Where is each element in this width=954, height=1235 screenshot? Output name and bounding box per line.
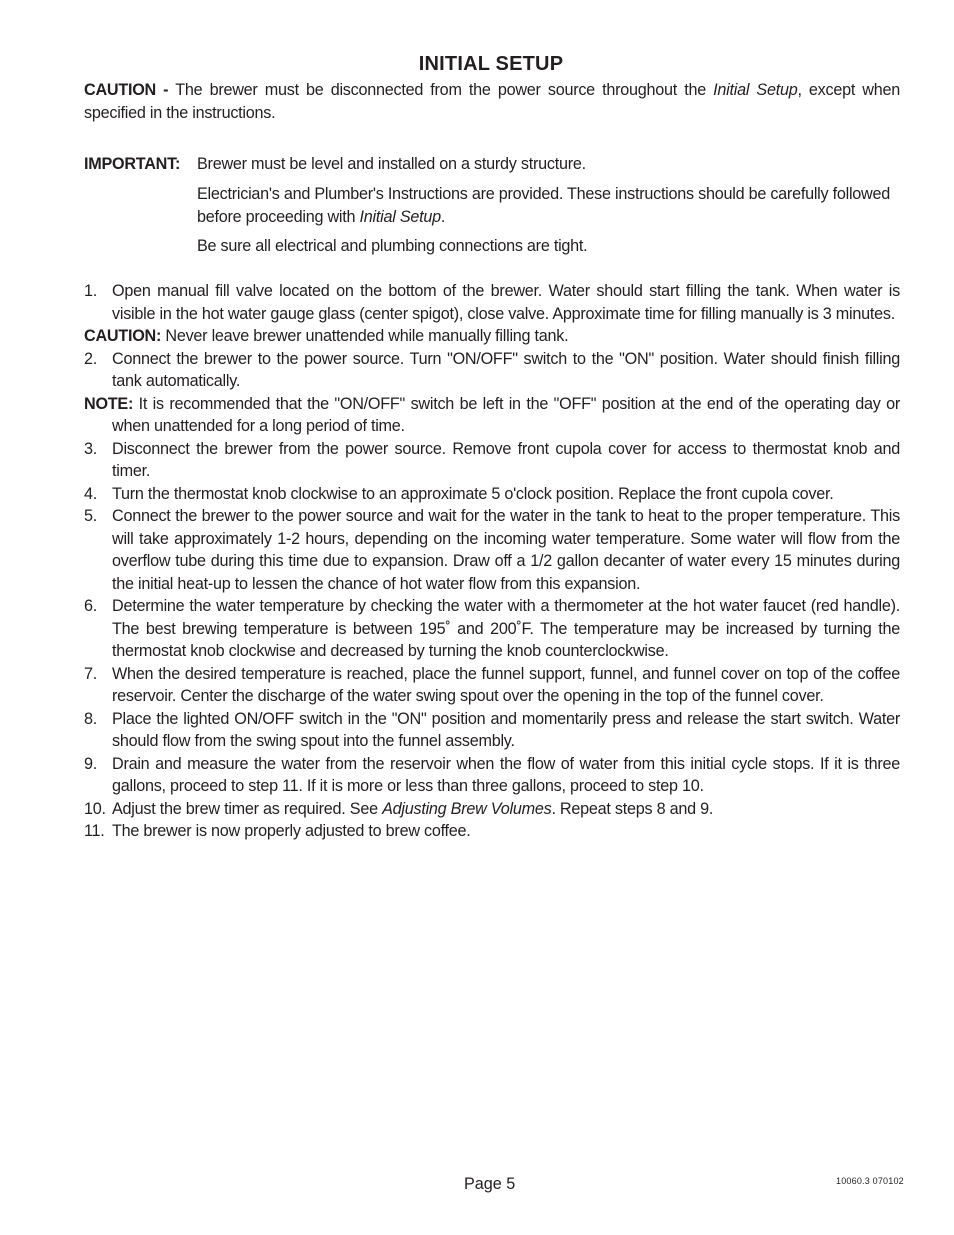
step-number: 10. xyxy=(84,799,106,818)
section-title: INITIAL SETUP xyxy=(418,53,564,75)
step-text xyxy=(112,800,713,818)
step-text: Connect the brewer to the power source. Turn "ON/OFF" switch to the "ON" position. Water should finish filling tank automatically. xyxy=(112,349,900,390)
list-item xyxy=(84,280,900,325)
list-item xyxy=(84,483,900,506)
setup-steps-list xyxy=(84,280,900,843)
step-text: Place the lighted ON/OFF switch in the "ON" position and momentarily press and release the start switch. Water should flow from the swing spout into the funnel assembly. xyxy=(112,709,900,750)
caution-note-label: CAUTION: xyxy=(84,327,162,345)
step-number: 11. xyxy=(84,822,105,840)
list-item xyxy=(84,505,900,595)
note-label: NOTE: xyxy=(84,394,134,413)
page-number: Page 5 xyxy=(464,1175,516,1193)
step-number: 4. xyxy=(84,484,98,503)
important-line-2-italic: Initial Setup xyxy=(359,207,441,226)
list-item xyxy=(84,708,900,753)
step-text: When the desired temperature is reached, place the funnel support, funnel, and funnel cover on top of the coffee reservoir. Center the discharge of the water swing spout over the opening in the top of the funnel cover. xyxy=(112,664,900,705)
step-text: Open manual fill valve located on the bottom of the brewer. Water should start filling the tank. When water is visible in the hot water gauge glass (center spigot), close valve. Approximate time for filling manually is 3 minutes. xyxy=(112,282,900,323)
step-text: Disconnect the brewer from the power source. Remove front cupola cover for access to thermostat knob and timer. xyxy=(112,439,900,480)
step-text: The brewer is now properly adjusted to brew coffee. xyxy=(112,822,471,840)
list-item xyxy=(84,348,900,393)
list-item xyxy=(84,595,900,663)
list-item xyxy=(84,753,900,798)
step-number: 9. xyxy=(84,754,98,773)
important-line-3: Be sure all electrical and plumbing connections are tight. xyxy=(197,237,588,255)
step-text: Drain and measure the water from the reservoir when the flow of water from this initial cycle stops. If it is three gallons, proceed to step 11. If it is more or less than three gallons, proceed to step 10. xyxy=(112,754,900,795)
step-number: 7. xyxy=(84,664,98,683)
step-number: 1. xyxy=(84,282,98,300)
important-line-1: Brewer must be level and installed on a sturdy structure. xyxy=(197,155,586,173)
note-first-line xyxy=(84,393,900,416)
document-code: 10060.3 070102 xyxy=(836,1176,904,1186)
step-text: Connect the brewer to the power source and wait for the water in the tank to heat to the proper temperature. This will take approximately 1-2 hours, depending on the incoming water temperature. Some water will flow from the overflow tube during this time due to expansion. Draw off a 1/2 gallon decanter of water every 15 minutes during the initial heat-up to lessen the chance of hot water flow from this expansion. xyxy=(112,507,900,593)
step-number: 5. xyxy=(84,507,98,525)
list-item xyxy=(84,820,900,843)
note-block xyxy=(84,393,900,438)
caution-text-before: The brewer must be disconnected from the power source throughout the xyxy=(168,81,714,99)
important-line-2-after: . xyxy=(440,207,446,226)
step-text: Turn the thermostat knob clockwise to an approximate 5 o'clock position. Replace the front cupola cover. xyxy=(112,484,834,503)
step-number: 2. xyxy=(84,349,98,368)
caution-text-after: , except when specified in the instructions. xyxy=(84,81,900,122)
step-text-after: . Repeat steps 8 and 9. xyxy=(551,799,714,818)
caution-note-text: Never leave brewer unattended while manually filling tank. xyxy=(161,327,569,345)
caution-italic: Initial Setup xyxy=(713,81,798,99)
list-item xyxy=(84,438,900,483)
list-item xyxy=(84,663,900,708)
caution-label: CAUTION - xyxy=(84,81,169,99)
step-text: Determine the water temperature by checking the water with a thermometer at the hot water faucet (red handle). The best brewing temperature is between 195˚ and 200˚F. The temperature may be increased by turning the thermostat knob clockwise and decreased by turning the knob counterclockwise. xyxy=(112,597,900,660)
step-text-before: Adjust the brew timer as required. See xyxy=(112,799,383,818)
important-line-2-text: Electrician's and Plumber's Instructions are provided. These instructions should be carefully followed before proceeding with xyxy=(197,185,890,226)
list-item xyxy=(84,798,900,821)
caution-note xyxy=(84,325,900,348)
step-number: 8. xyxy=(84,709,98,728)
important-line-2 xyxy=(197,183,900,228)
caution-paragraph xyxy=(84,79,900,124)
note-text: It is recommended that the "ON/OFF" switch be left in the "OFF" position at the end of the operating day or xyxy=(133,394,900,413)
step-number: 6. xyxy=(84,597,98,615)
important-label: IMPORTANT: xyxy=(84,155,181,173)
step-text-italic: Adjusting Brew Volumes xyxy=(382,799,552,818)
note-continuation: when unattended for a long period of time. xyxy=(112,417,405,435)
step-number: 3. xyxy=(84,439,98,458)
